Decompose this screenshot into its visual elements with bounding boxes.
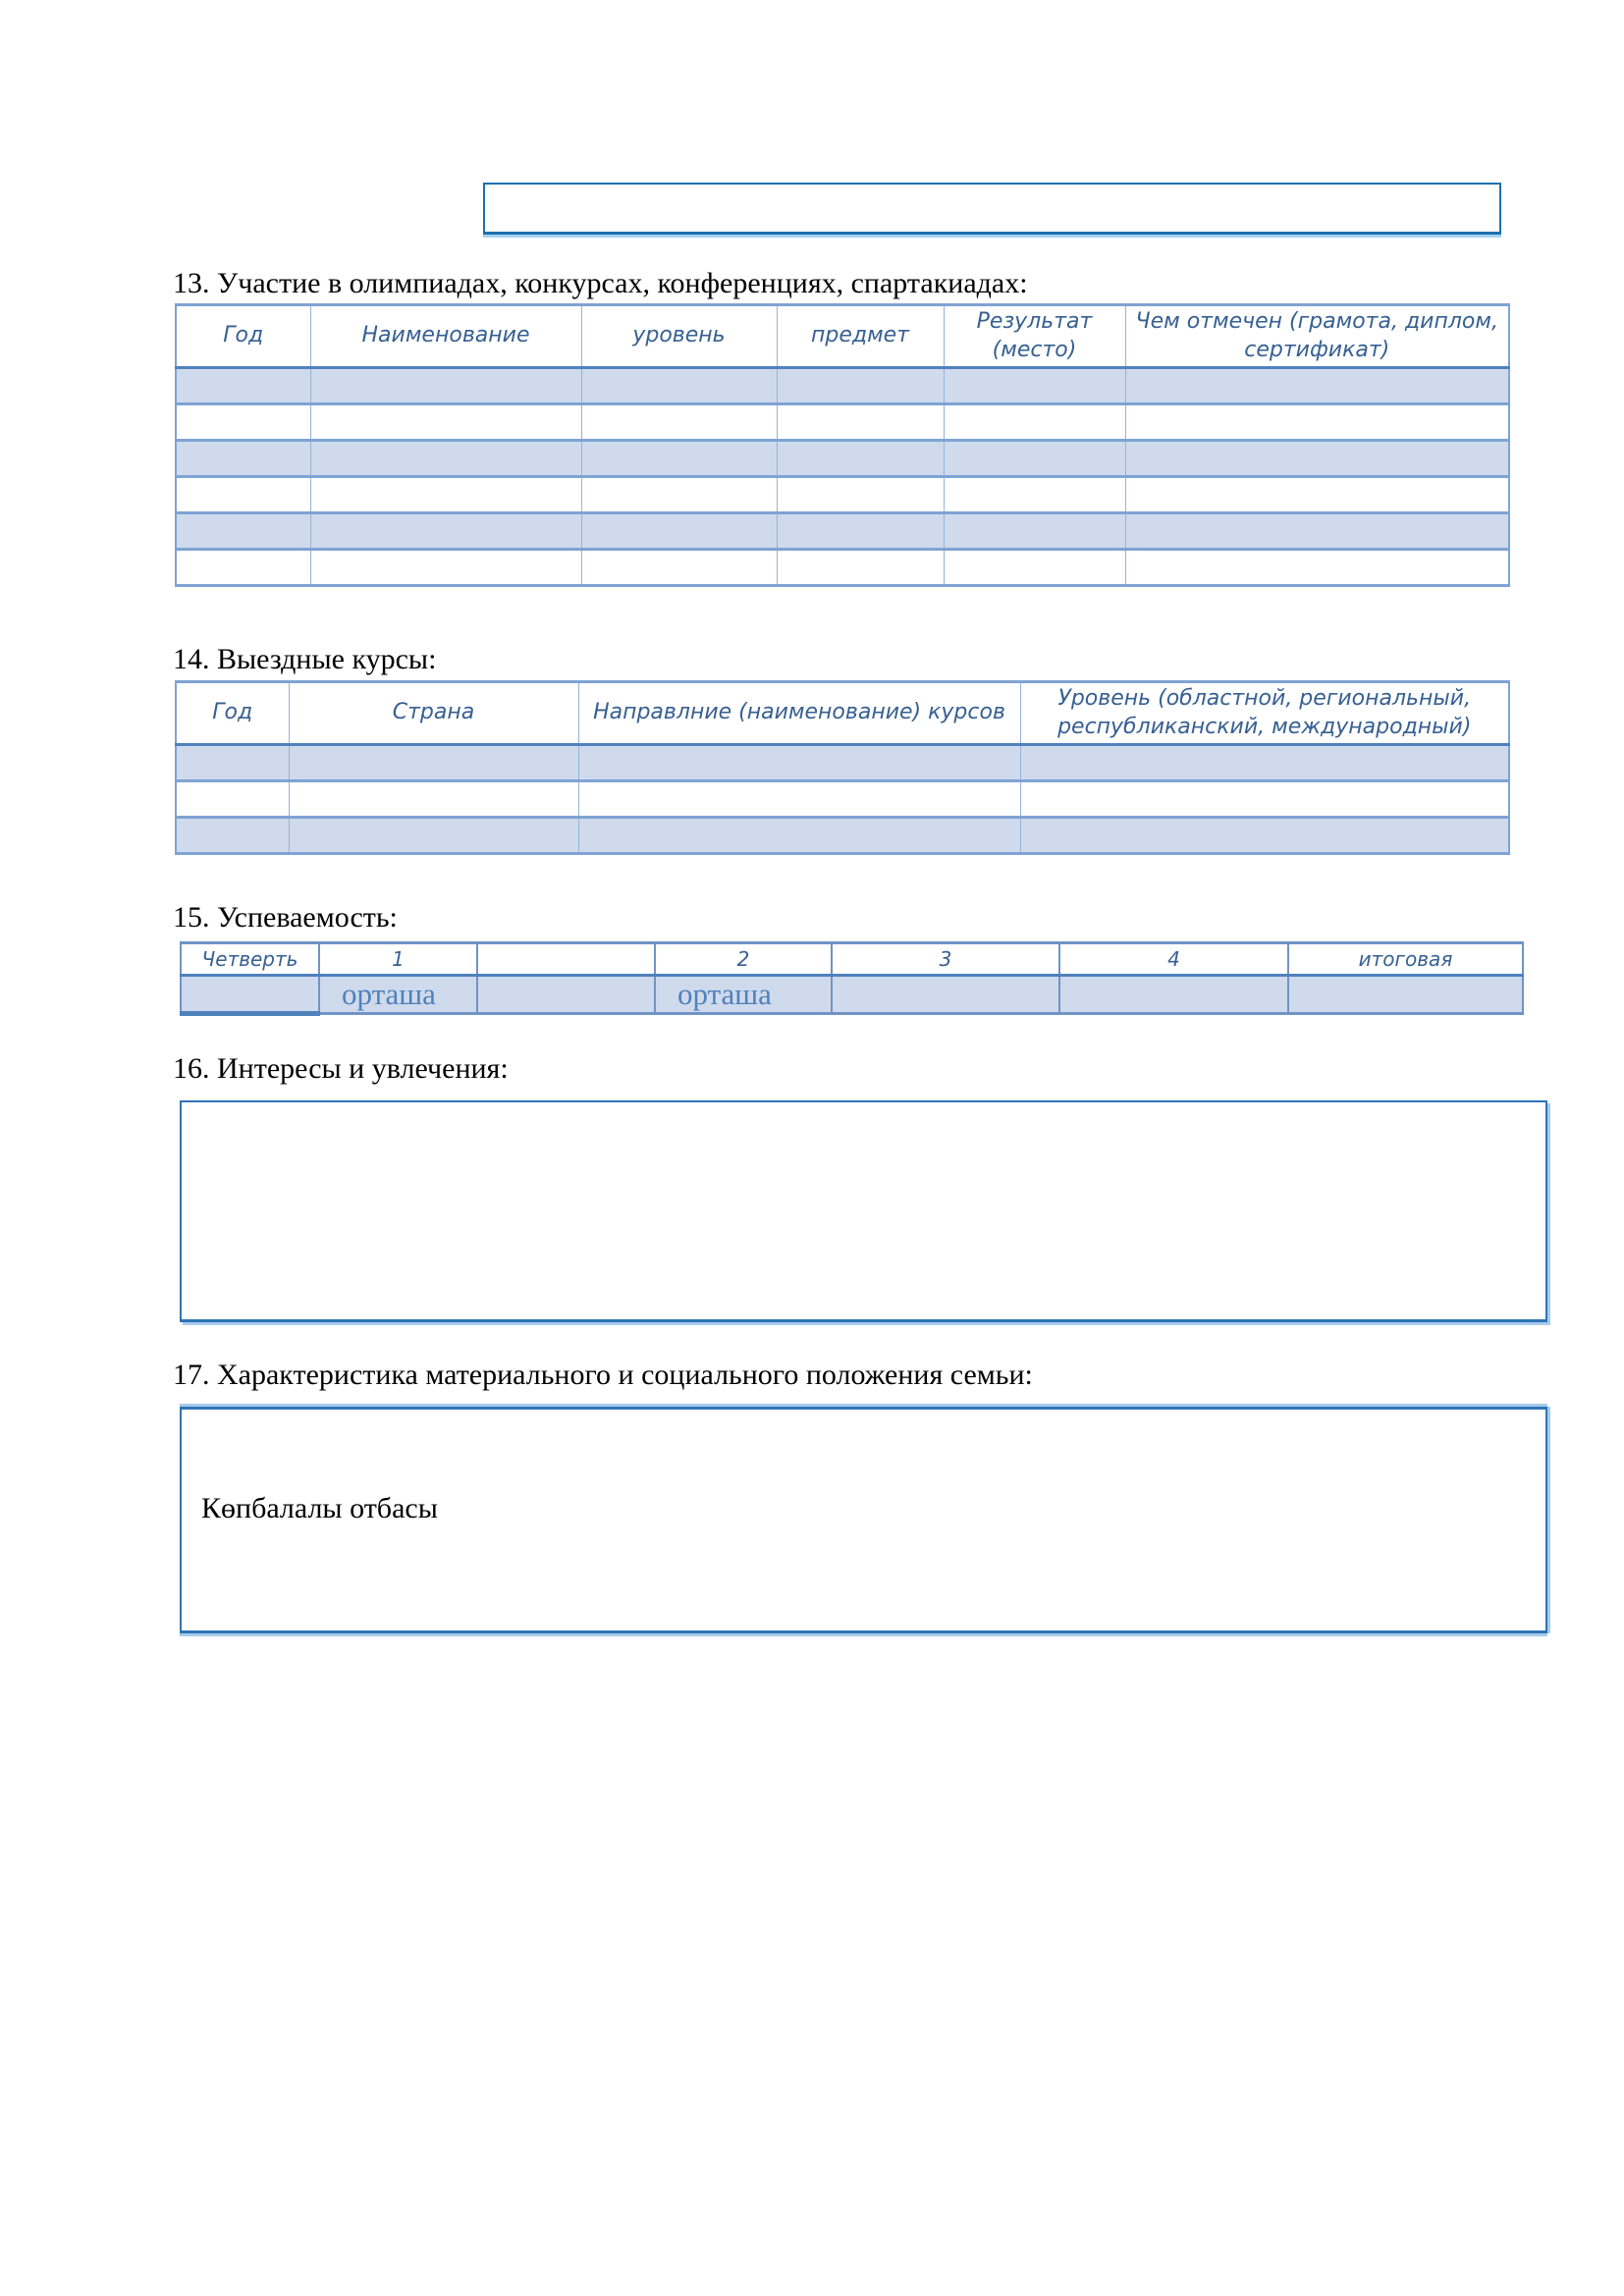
empty-input-cell[interactable] [310,441,581,477]
empty-input-cell[interactable] [176,550,310,586]
empty-input-cell[interactable] [176,477,310,513]
empty-input-cell[interactable] [477,976,655,1014]
table-row [176,368,1509,404]
empty-input-cell[interactable] [310,368,581,404]
col-header-course: Направлние (наименование) курсов [578,682,1020,745]
col-header-final: итоговая [1288,943,1523,976]
empty-input-cell[interactable] [310,513,581,550]
col-header-name: Наименование [310,305,581,368]
empty-input-cell[interactable] [581,477,777,513]
table-row [176,781,1509,818]
empty-input-cell[interactable] [176,781,289,818]
table-row [176,745,1509,781]
trips-table [175,680,1510,855]
empty-input-cell[interactable] [289,781,578,818]
grade-value-cell[interactable]: орташа [319,976,477,1014]
col-header-year: Год [176,305,310,368]
trips-table-header [176,682,1509,745]
empty-input-cell[interactable] [1059,976,1288,1014]
empty-input-cell[interactable] [1020,745,1509,781]
empty-input-cell[interactable] [1125,368,1509,404]
empty-input-cell[interactable] [777,441,944,477]
empty-input-cell[interactable] [1125,477,1509,513]
col-header-award: Чем отмечен (грамота, диплом, сертификат) [1125,305,1509,368]
empty-input-cell[interactable] [1020,781,1509,818]
top-empty-text-box[interactable] [483,183,1501,235]
empty-input-cell[interactable] [581,441,777,477]
table-row [176,477,1509,513]
empty-input-cell[interactable] [777,477,944,513]
col-header-q1: 1 [319,943,477,976]
family-status-text: Көпбалалы отбасы [201,1492,438,1524]
table-row [176,513,1509,550]
col-header-level: уровень [581,305,777,368]
empty-input-cell[interactable] [1288,976,1523,1014]
col-header-level: Уровень (областной, региональный, республиканский, международный) [1020,682,1509,745]
empty-input-cell[interactable] [581,404,777,441]
empty-input-cell[interactable] [176,513,310,550]
empty-input-cell[interactable] [176,368,310,404]
empty-input-cell[interactable] [581,513,777,550]
col-header-subject: предмет [777,305,944,368]
empty-input-cell[interactable] [1125,404,1509,441]
empty-input-cell[interactable] [176,404,310,441]
empty-input-cell[interactable] [176,745,289,781]
empty-input-cell[interactable] [944,404,1125,441]
empty-input-cell[interactable] [944,441,1125,477]
interests-box[interactable] [180,1100,1547,1322]
table-row [181,976,1523,1014]
empty-input-cell[interactable] [1125,441,1509,477]
section-13-heading: 13. Участие в олимпиадах, конкурсах, конференциях, спартакиадах: [173,267,1028,299]
col-header-quarter: Четверть [181,943,319,976]
olympiads-table [175,303,1510,587]
section-17-heading: 17. Характеристика материального и социального положения семьи: [173,1359,1033,1391]
empty-input-cell[interactable] [289,818,578,854]
grades-table-header [181,943,1523,976]
empty-input-cell[interactable] [944,513,1125,550]
empty-input-cell[interactable] [289,745,578,781]
col-header-year: Год [176,682,289,745]
empty-input-cell[interactable] [1020,818,1509,854]
empty-input-cell[interactable] [777,513,944,550]
empty-input-cell[interactable] [777,404,944,441]
empty-input-cell[interactable] [310,477,581,513]
empty-input-cell[interactable] [310,550,581,586]
family-status-box[interactable] [180,1407,1547,1633]
section-16-heading: 16. Интересы и увлечения: [173,1052,509,1085]
col-header-result: Результат (место) [944,305,1125,368]
empty-input-cell[interactable] [176,818,289,854]
empty-input-cell[interactable] [181,976,319,1014]
empty-input-cell[interactable] [944,477,1125,513]
empty-input-cell[interactable] [578,745,1020,781]
grades-table [180,941,1524,1016]
table-row [176,404,1509,441]
empty-input-cell[interactable] [578,818,1020,854]
col-header-country: Страна [289,682,578,745]
grade-value-cell[interactable]: орташа [655,976,832,1014]
table-row [176,818,1509,854]
col-header-q2: 2 [655,943,832,976]
empty-input-cell[interactable] [944,368,1125,404]
empty-input-cell[interactable] [1125,550,1509,586]
empty-input-cell[interactable] [777,550,944,586]
col-header-q3: 3 [832,943,1059,976]
col-header-q4: 4 [1059,943,1288,976]
section-15-heading: 15. Успеваемость: [173,901,398,934]
olympiads-table-header [176,305,1509,368]
empty-input-cell[interactable] [581,550,777,586]
empty-input-cell[interactable] [832,976,1059,1014]
col-header-blank [477,943,655,976]
empty-input-cell[interactable] [944,550,1125,586]
empty-input-cell[interactable] [581,368,777,404]
empty-input-cell[interactable] [176,441,310,477]
section-14-heading: 14. Выездные курсы: [173,643,437,675]
empty-input-cell[interactable] [777,368,944,404]
empty-input-cell[interactable] [310,404,581,441]
table-row [176,550,1509,586]
empty-input-cell[interactable] [578,781,1020,818]
empty-input-cell[interactable] [1125,513,1509,550]
table-row [176,441,1509,477]
